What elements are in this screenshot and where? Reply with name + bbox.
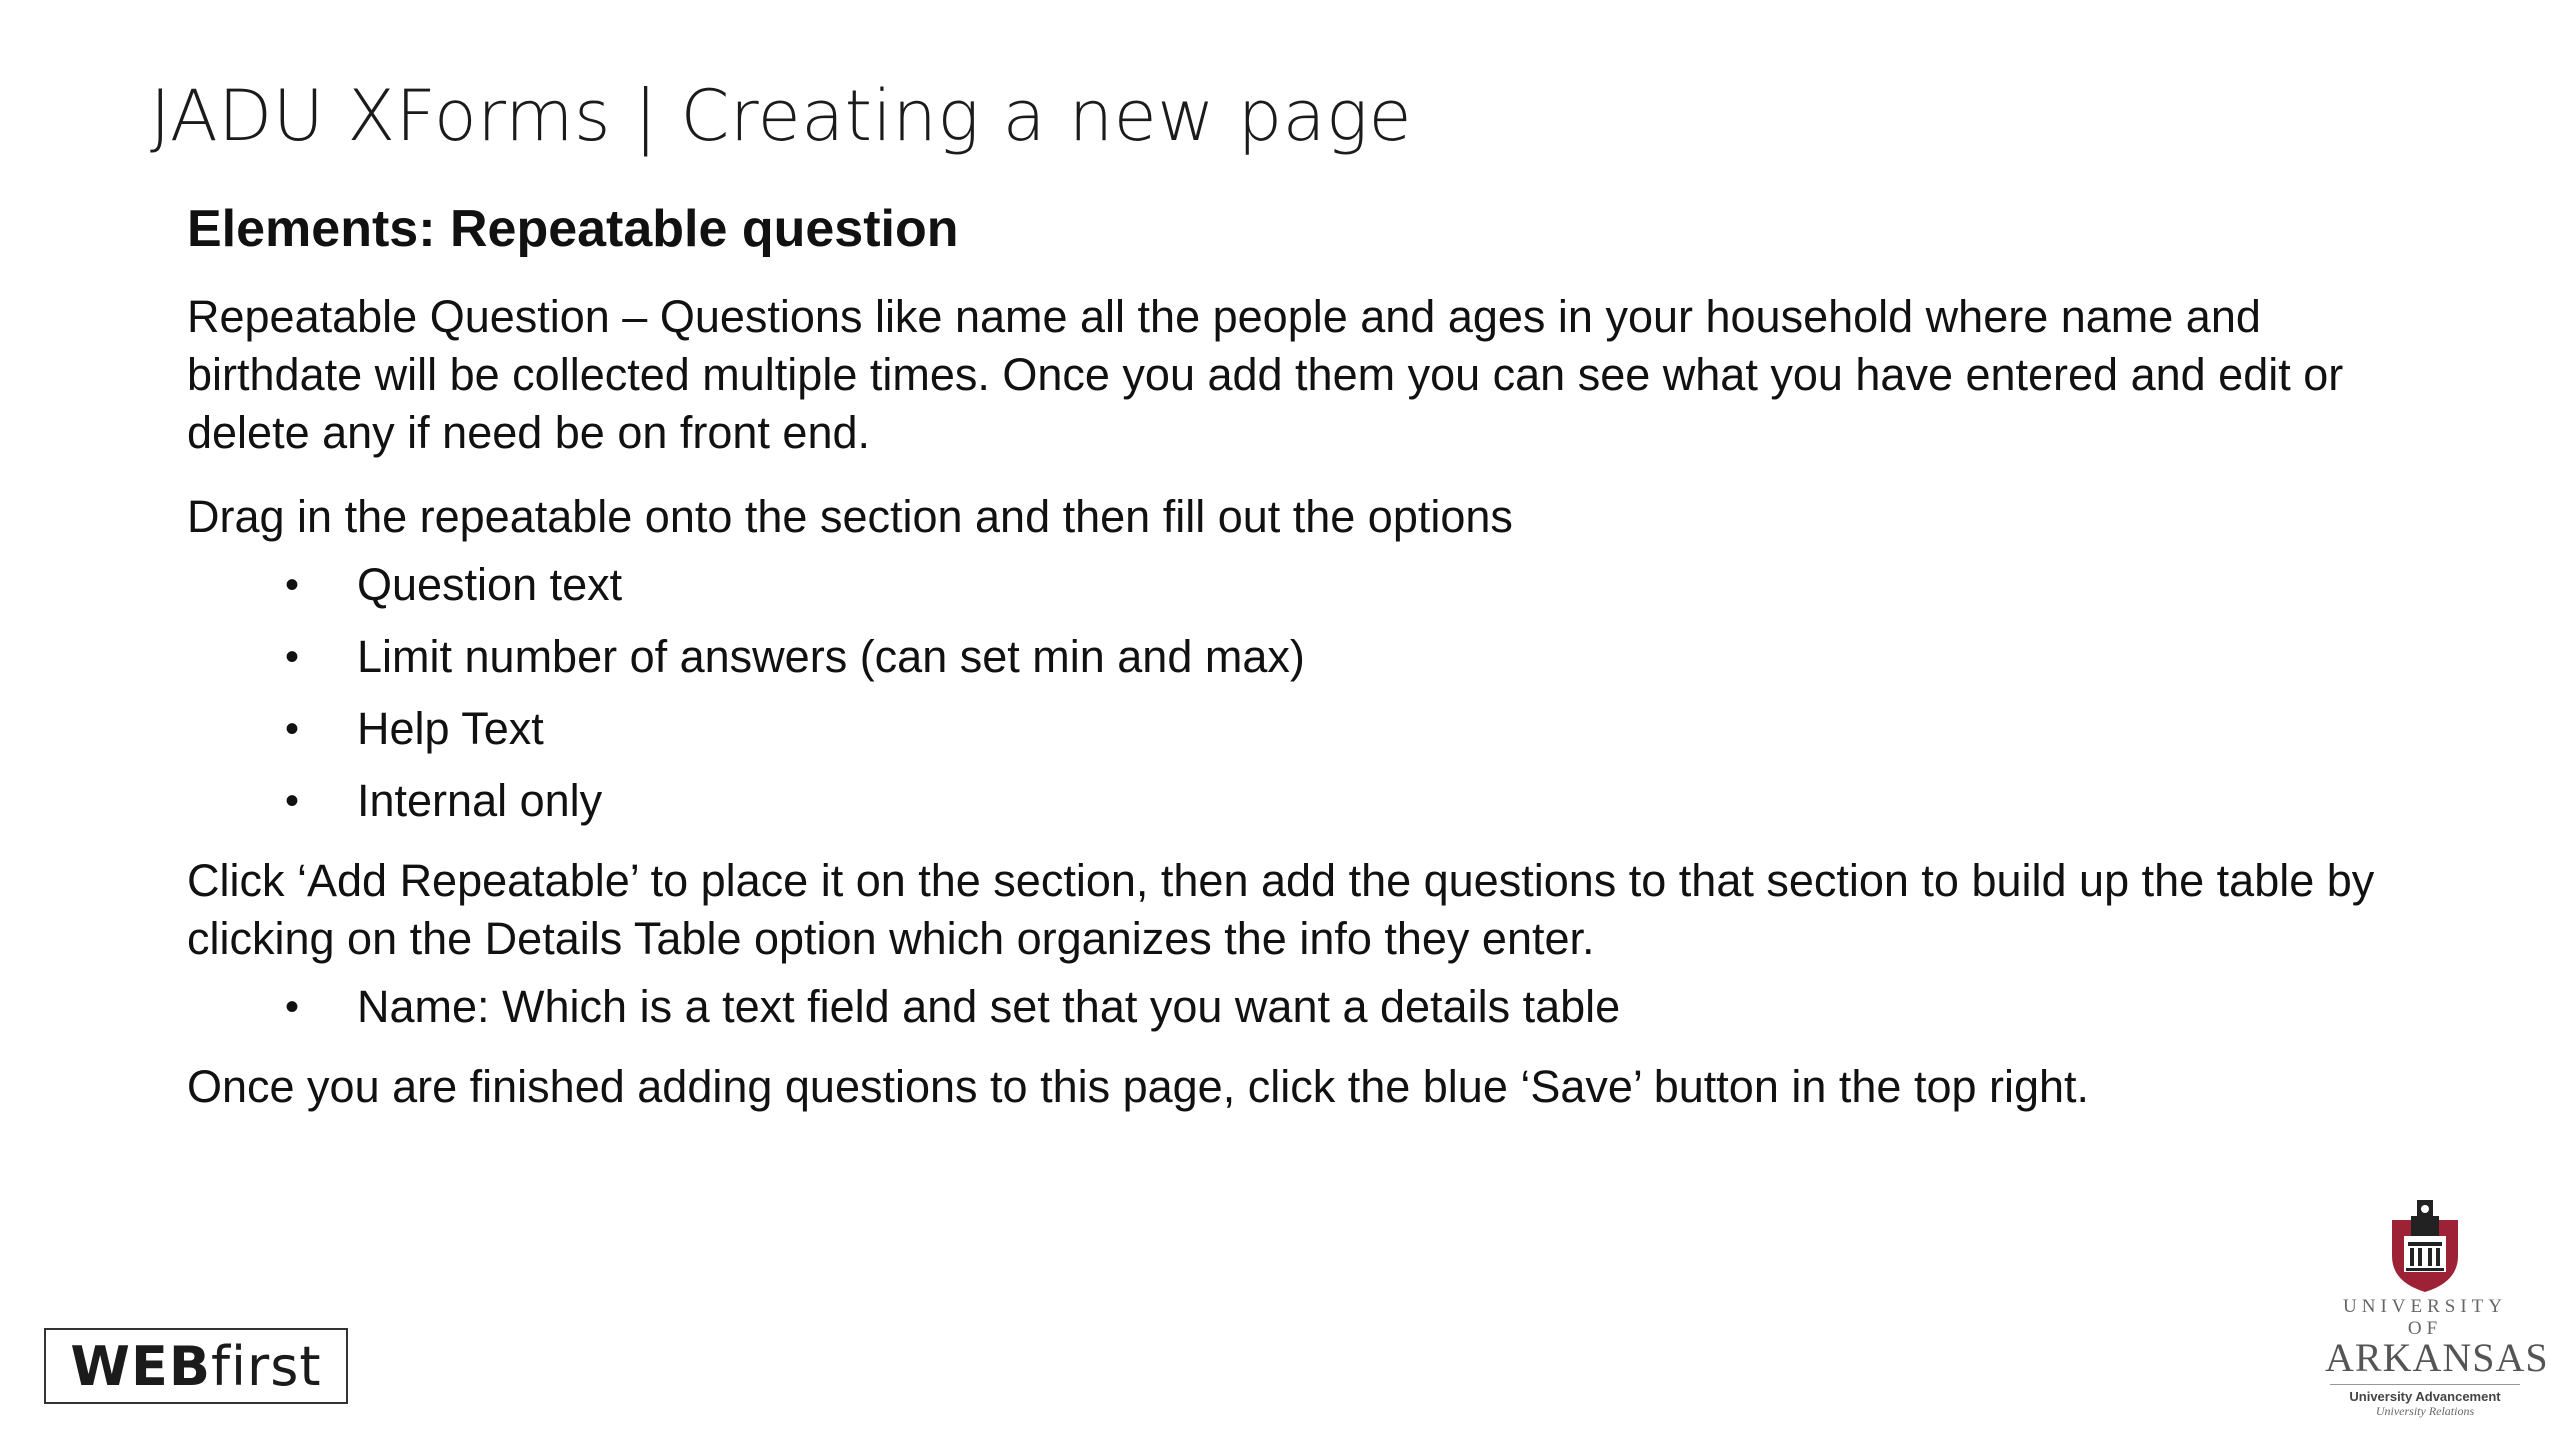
add-repeatable-instruction: Click ‘Add Repeatable’ to place it on the section, then add the questions to that section to build up the table by clicking on the Details Table option which organizes the info they enter. [187, 855, 2375, 965]
bullet-icon: • [285, 635, 300, 680]
ua-divider [2330, 1384, 2520, 1385]
section-subtitle: Elements: Repeatable question [187, 200, 959, 258]
bullet-icon: • [285, 985, 300, 1030]
ua-university-text: UNIVERSITY OF [2343, 1296, 2507, 1339]
options-list [187, 556, 2417, 830]
old-main-crest-icon [2390, 1198, 2460, 1294]
drag-instruction: Drag in the repeatable onto the section and then fill out the options [187, 491, 1513, 543]
intro-paragraph: Repeatable Question – Questions like name all the people and ages in your household where name and birthdate will be collected multiple times. Once you add them you can see what you have entered and edit or delete any if need be on front end. [187, 291, 2344, 459]
webfirst-logo-light: first [211, 1334, 322, 1398]
list-item: • Internal only [187, 772, 2417, 830]
list-item: • Limit number of answers (can set min and max) [187, 628, 2417, 686]
ua-relations-text: University Relations [2375, 1404, 2475, 1418]
slide-content [187, 198, 2417, 1142]
webfirst-logo [44, 1328, 348, 1404]
webfirst-logo-bold: WEB [70, 1334, 212, 1398]
bullet-icon: • [285, 779, 300, 824]
ua-arkansas-text: ARKANSAS [2325, 1335, 2549, 1380]
list-item: • Help Text [187, 700, 2417, 758]
bullet-icon: • [285, 563, 300, 608]
slide-title: JADU XForms | Creating a new page [150, 75, 1413, 157]
list-item: • Name: Which is a text field and set that you want a details table [187, 978, 2417, 1036]
details-list [187, 978, 2417, 1036]
list-item: • Question text [187, 556, 2417, 614]
bullet-icon: • [285, 707, 300, 752]
ua-advancement-text: University Advancement [2349, 1389, 2501, 1404]
university-of-arkansas-logo [2325, 1198, 2549, 1418]
finish-instruction: Once you are finished adding questions to this page, click the blue ‘Save’ button in the top right. [187, 1061, 2090, 1113]
